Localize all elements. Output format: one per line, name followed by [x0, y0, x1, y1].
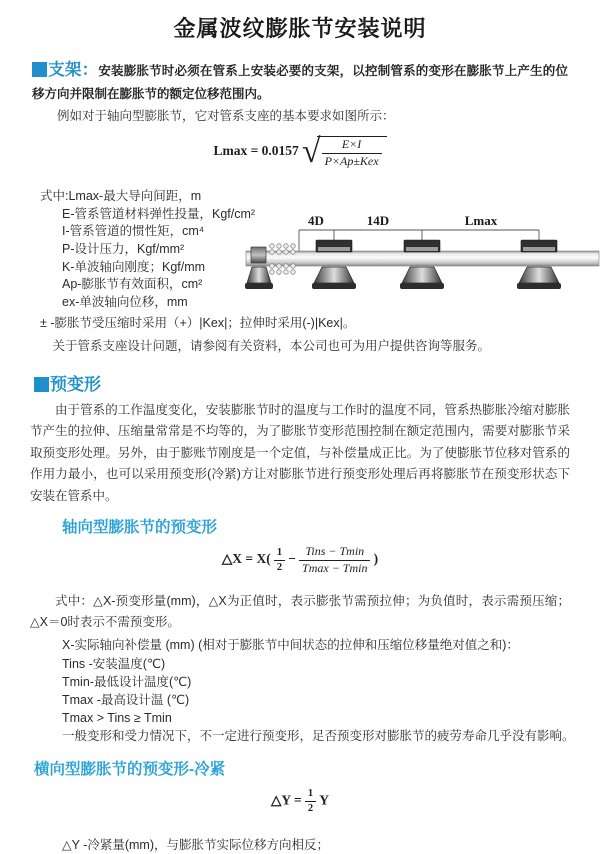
definition-line: E-管系管道材料弹性投量，Kgf/cm² [62, 206, 256, 221]
section-bullet-icon [32, 62, 47, 77]
formula-delta-x: △X = X( $\frac{1}{2}$ − $\frac{\text{Tins − Tmin}}{Tmax - Tmin}$ ) [221, 544, 379, 576]
formula-delta-y: △Y = $\frac{1}{2}$ Y [271, 787, 329, 814]
note-line: Tmax > Tins ≥ Tmin [62, 711, 172, 726]
note-line: Tmin-最低设计温度(℃) [62, 674, 192, 689]
definitions-and-diagram [40, 188, 600, 312]
formula-lmax-fraction: $\frac{E\times I}{\text{P×Ap±Kex}}$ [322, 138, 382, 169]
document-page [0, 12, 600, 852]
dim-label-4d: 4D [308, 213, 324, 229]
definition-line: P-设计压力，Kgf/mm² [62, 242, 185, 256]
one-half-fraction: $\frac{1}{2}$ [274, 547, 285, 574]
plus-minus-note: ± -膨胀节受压缩时采用（+）|Kex|；拉伸时采用(-)|Kex|。 [40, 316, 356, 331]
one-half-fraction: $\frac{1}{2}$ [305, 788, 316, 815]
definition-line: 式中:Lmax-最大导向间距，m [40, 189, 202, 204]
delta-x-explain: 式中：△X-预变形量(mm)，△X为正值时，表示膨张节需预拉伸；为负值时，表示需预压缩；△X＝0时表示不需预变形。 [30, 594, 570, 630]
support-section-paragraph [32, 57, 568, 104]
definition-line: Ap-膨胀节有效面积，cm² [62, 277, 203, 292]
example-line: 例如对于轴向型膨胀节，它对管系支座的基本要求如图所示： [57, 108, 395, 123]
support-section-label: 支架： [48, 61, 99, 79]
section-bullet-icon [34, 377, 49, 392]
note-line: 一般变形和受力情况下，不一定进行预变形，足否预变形对膨胀节的疲劳寿命几乎没有影响。 [62, 729, 575, 744]
consult-note: 关于管系支座设计问题，请参阅有关资料，本公司也可为用户提供咨询等服务。 [52, 338, 491, 353]
lateral-sub-heading: 横向型膨胀节的预变形-冷紧 [34, 760, 226, 778]
dim-label-14d: 14D [366, 213, 390, 229]
definition-line: I-管系管道的惯性矩，cm⁴ [62, 224, 205, 239]
preform-heading: 预变形 [34, 370, 600, 395]
sqrt-radical: √ $\frac{E\times I}{\text{P×Ap±Kex}}$ [302, 135, 387, 169]
preform-paragraph: 由于管系的工作温度变化，安装膨胀节时的温度与工作时的温度不同，管系热膨胀冷缩对膨胀节产生的拉伸、压缩量常常是不均等的，为了膨胀节变形范围控制在额定范围内，需要对膨胀节采取预变形处理。另外，由于膨账节刚度是一个定值，与补偿量成正比。为了使膨胀节位移对管系的作用力最小，也可以采用预变形(冷紧)方让对膨胀节进行预变形处理后再将膨胀节在预变形状态下安装在管系中。 [30, 402, 570, 503]
temperature-fraction: $\frac{\text{Tins − Tmin}}{Tmax - Tmin}$ [299, 545, 370, 576]
delta-y-note: △Y -冷紧量(mm)，与膨胀节实际位移方向相反； [62, 837, 330, 852]
pipe-support-diagram [245, 210, 600, 313]
definition-line: K-单波轴向刚度；Kgf/mm [62, 259, 206, 274]
page-title: 金属波纹膨胀节安装说明 [173, 16, 427, 41]
pipe [246, 251, 599, 266]
dimension-labels [308, 213, 498, 228]
note-line: X-实际轴向补偿量 (mm) (相对于膨胀节中间状态的拉伸和压缩位移量绝对值之和)： [62, 638, 519, 653]
support-intro-text: 安装膨胀节时必须在管系上安装必要的支架，以控制管系的变形在膨胀节上产生的位移方向并限制在膨胀节的额定位移范围内。 [32, 64, 569, 101]
formula-lmax-lhs: Lmax = 0.0157 [213, 143, 299, 159]
note-line: Tmax -最高设计温 (℃) [62, 693, 190, 708]
axial-sub-heading: 轴向型膨胀节的预变形 [62, 519, 218, 537]
dim-label-lmax: Lmax [464, 213, 498, 229]
formula-lmax [0, 135, 600, 177]
definition-line: ex-单波轴向位移，mm [62, 294, 188, 309]
note-line: Tins -安装温度(℃) [62, 656, 166, 671]
